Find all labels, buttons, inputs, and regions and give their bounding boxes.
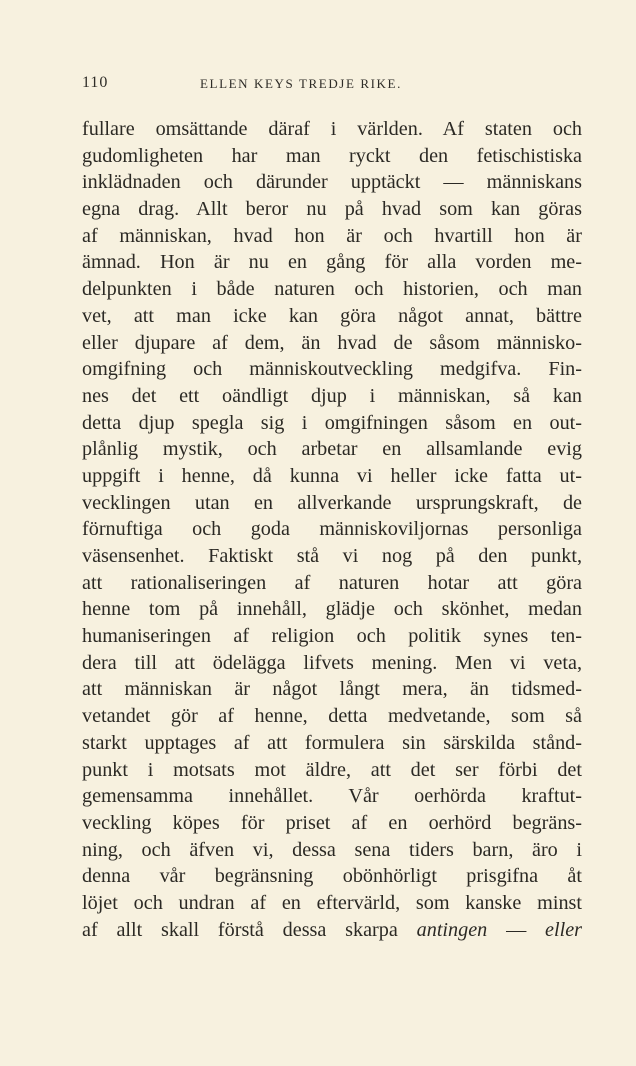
- text-line: dera till att ödelägga lifvets mening. Men vi veta,: [82, 651, 582, 674]
- text-line: förnuftiga och goda människoviljornas personliga: [82, 518, 582, 541]
- running-header: [82, 74, 582, 96]
- body-text: [82, 116, 582, 943]
- text-line: humaniseringen af religion och politik synes ten-: [82, 625, 582, 648]
- text-line: detta djup spegla sig i omgifningen såsom en out-: [82, 411, 582, 434]
- page-number: 110: [82, 74, 109, 91]
- text-line: nes det ett oändligt djup i människan, så kan: [82, 384, 582, 407]
- text-line: egna drag. Allt beror nu på hvad som kan göras: [82, 198, 582, 221]
- text-line: vet, att man icke kan göra något annat, bättre: [82, 304, 582, 327]
- italic-word-eller: eller: [545, 918, 583, 941]
- text-line: omgifning och människoutveckling medgifva. Fin-: [82, 358, 582, 381]
- text-line: löjet och undran af en eftervärld, som kanske minst: [82, 891, 582, 914]
- text-line: ning, och äfven vi, dessa sena tiders barn, äro i: [82, 838, 582, 861]
- text-line: punkt i motsats mot äldre, att det ser förbi det: [82, 758, 582, 781]
- text-line: gemensamma innehållet. Vår oerhörda kraftut-: [82, 785, 582, 808]
- text-line: starkt upptages af att formulera sin särskilda stånd-: [82, 731, 582, 754]
- text-line: att rationaliseringen af naturen hotar att göra: [82, 571, 582, 594]
- text-line: eller djupare af dem, än hvad de såsom människo-: [82, 331, 582, 354]
- text-line: väsensenhet. Faktiskt stå vi nog på den punkt,: [82, 545, 582, 567]
- text-line: inklädnaden och därunder upptäckt — människans: [82, 171, 582, 194]
- final-line-prefix: af allt skall förstå dessa skarpa: [82, 918, 398, 941]
- text-line: gudomligheten har man ryckt den fetischistiska: [82, 144, 582, 167]
- text-line: plånlig mystik, och arbetar en allsamlande evig: [82, 438, 582, 461]
- text-line: ämnad. Hon är nu en gång för alla vorden me-: [82, 251, 582, 274]
- text-line: vecklingen utan en allverkande ursprungskraft, de: [82, 491, 582, 514]
- text-line: fullare omsättande däraf i världen. Af staten och: [82, 118, 582, 140]
- em-dash: —: [506, 918, 527, 941]
- text-line: uppgift i henne, då kunna vi heller icke fatta ut-: [82, 464, 582, 487]
- text-line: vetandet gör af henne, detta medvetande, som så: [82, 705, 582, 728]
- text-line: att människan är något långt mera, än tidsmed-: [82, 678, 582, 701]
- text-line: veckling köpes för priset af en oerhörd begräns-: [82, 811, 582, 834]
- running-title: ELLEN KEYS TREDJE RIKE.: [200, 76, 402, 91]
- text-line: af människan, hvad hon är och hvartill hon är: [82, 224, 582, 247]
- final-text-line: [82, 917, 582, 944]
- text-line: henne tom på innehåll, glädje och skönhet, medan: [82, 598, 582, 621]
- italic-word-antingen: antingen: [416, 918, 488, 941]
- text-line: delpunkten i både naturen och historien, och man: [82, 278, 582, 301]
- text-line: denna vår begränsning obönhörligt prisgifna åt: [82, 865, 582, 888]
